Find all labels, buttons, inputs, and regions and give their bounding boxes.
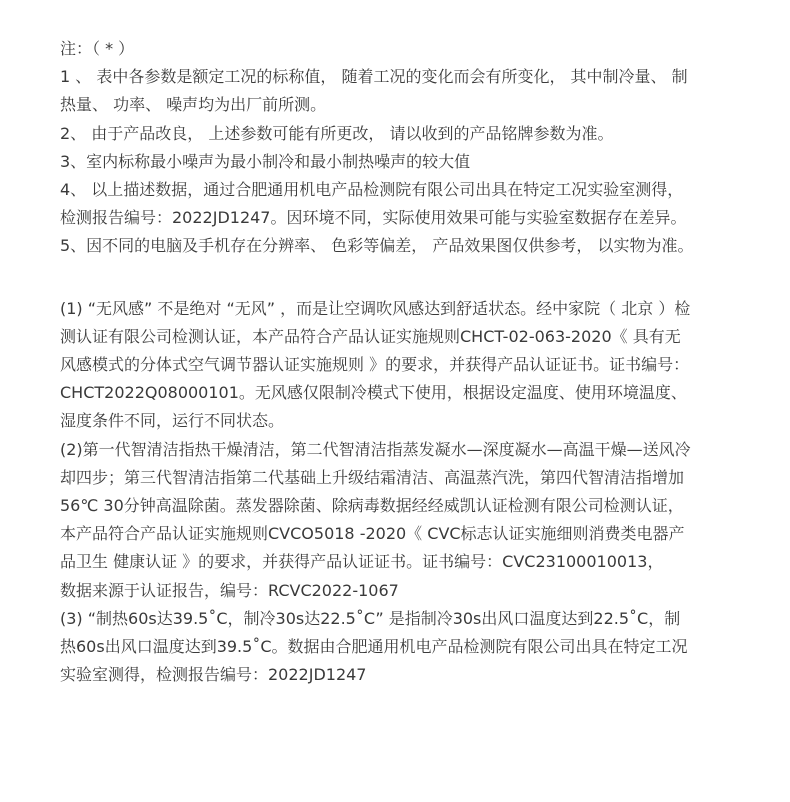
- section-spacer: [60, 261, 780, 295]
- footnote-2-line-4: 本产品符合产品认证实施规则CVCO5018 -2020《 CVC标志认证实施细则消费类电器产: [60, 524, 685, 544]
- footnote-2-line-2: 却四步；第三代智清洁指第二代基础上升级结霜清洁、高温蒸汽洗，第四代智清洁指增加: [60, 467, 685, 487]
- notes-section: [60, 35, 780, 261]
- footnotes-section: [60, 295, 780, 690]
- footnote-1-line-3: 风感模式的分体式空气调节器认证实施规则 》的要求，并获得产品认证证书。证书编号：: [60, 355, 690, 375]
- note-1-line-1: 1 、 表中各参数是额定工况的标称值， 随着工况的变化而会有所变化， 其中制冷量、 制: [60, 67, 688, 87]
- note-5-line-1: 5、因不同的电脑及手机存在分辨率、 色彩等偏差， 产品效果图仅供参考， 以实物为准。: [60, 236, 694, 256]
- note-item-5: [60, 232, 780, 260]
- note-4-line-2: 检测报告编号：2022JD1247。因环境不同，实际使用效果可能与实验室数据存在差异。: [60, 208, 687, 228]
- footnote-3-line-3: 实验室测得，检测报告编号：2022JD1247: [60, 665, 367, 685]
- footnote-item-2: [60, 436, 780, 605]
- footnote-3-line-1: (3) “制热60s达39.5˚C，制冷30s达22.5˚C” 是指制冷30s出风口温度达到22.5˚C，制: [60, 608, 681, 628]
- footnote-2-line-3: 56℃ 30分钟高温除菌。蒸发器除菌、除病毒数据经经威凯认证检测有限公司检测认证，: [60, 496, 684, 516]
- footnote-2-line-1: (2)第一代智清洁指热干燥清洁，第二代智清洁指蒸发凝水—深度凝水—高温干燥—送风冷: [60, 439, 691, 459]
- note-item-4: [60, 176, 780, 232]
- disclaimer-document: [60, 35, 780, 689]
- note-2-line-1: 2、 由于产品改良， 上述参数可能有所更改， 请以收到的产品铭牌参数为准。: [60, 123, 614, 143]
- footnote-1-line-5: 湿度条件不同，运行不同状态。: [60, 411, 285, 431]
- note-1-line-2: 热量、 功率、 噪声均为出厂前所测。: [60, 95, 327, 115]
- note-item-3: [60, 148, 780, 176]
- note-item-1: [60, 63, 780, 119]
- footnote-item-3: [60, 605, 780, 690]
- footnote-1-line-1: (1) “无风感” 不是绝对 “无风” ，而是让空调吹风感达到舒适状态。经中家院（ 北京 ）检: [60, 298, 691, 318]
- footnote-item-1: [60, 295, 780, 436]
- footnote-1-line-2: 测认证有限公司检测认证，本产品符合产品认证实施规则CHCT-02-063-2020《 具有无: [60, 326, 681, 346]
- note-4-line-1: 4、 以上描述数据，通过合肥通用机电产品检测院有限公司出具在特定工况实验室测得，: [60, 180, 684, 200]
- footnote-2-line-6: 数据来源于认证报告，编号：RCVC2022-1067: [60, 580, 399, 600]
- note-3-line-1: 3、室内标称最小噪声为最小制冷和最小制热噪声的较大值: [60, 151, 471, 171]
- notes-heading: 注：（ * ）: [60, 39, 135, 58]
- note-item-2: [60, 120, 780, 148]
- footnote-3-line-2: 热60s出风口温度达到39.5˚C。数据由合肥通用机电产品检测院有限公司出具在特定工况: [60, 637, 688, 657]
- footnote-2-line-5: 品卫生 健康认证 》的要求，并获得产品认证证书。证书编号：CVC23100010013，: [60, 552, 664, 572]
- footnote-1-line-4: CHCT2022Q08000101。无风感仅限制冷模式下使用，根据设定温度、使用环境温度、: [60, 383, 687, 403]
